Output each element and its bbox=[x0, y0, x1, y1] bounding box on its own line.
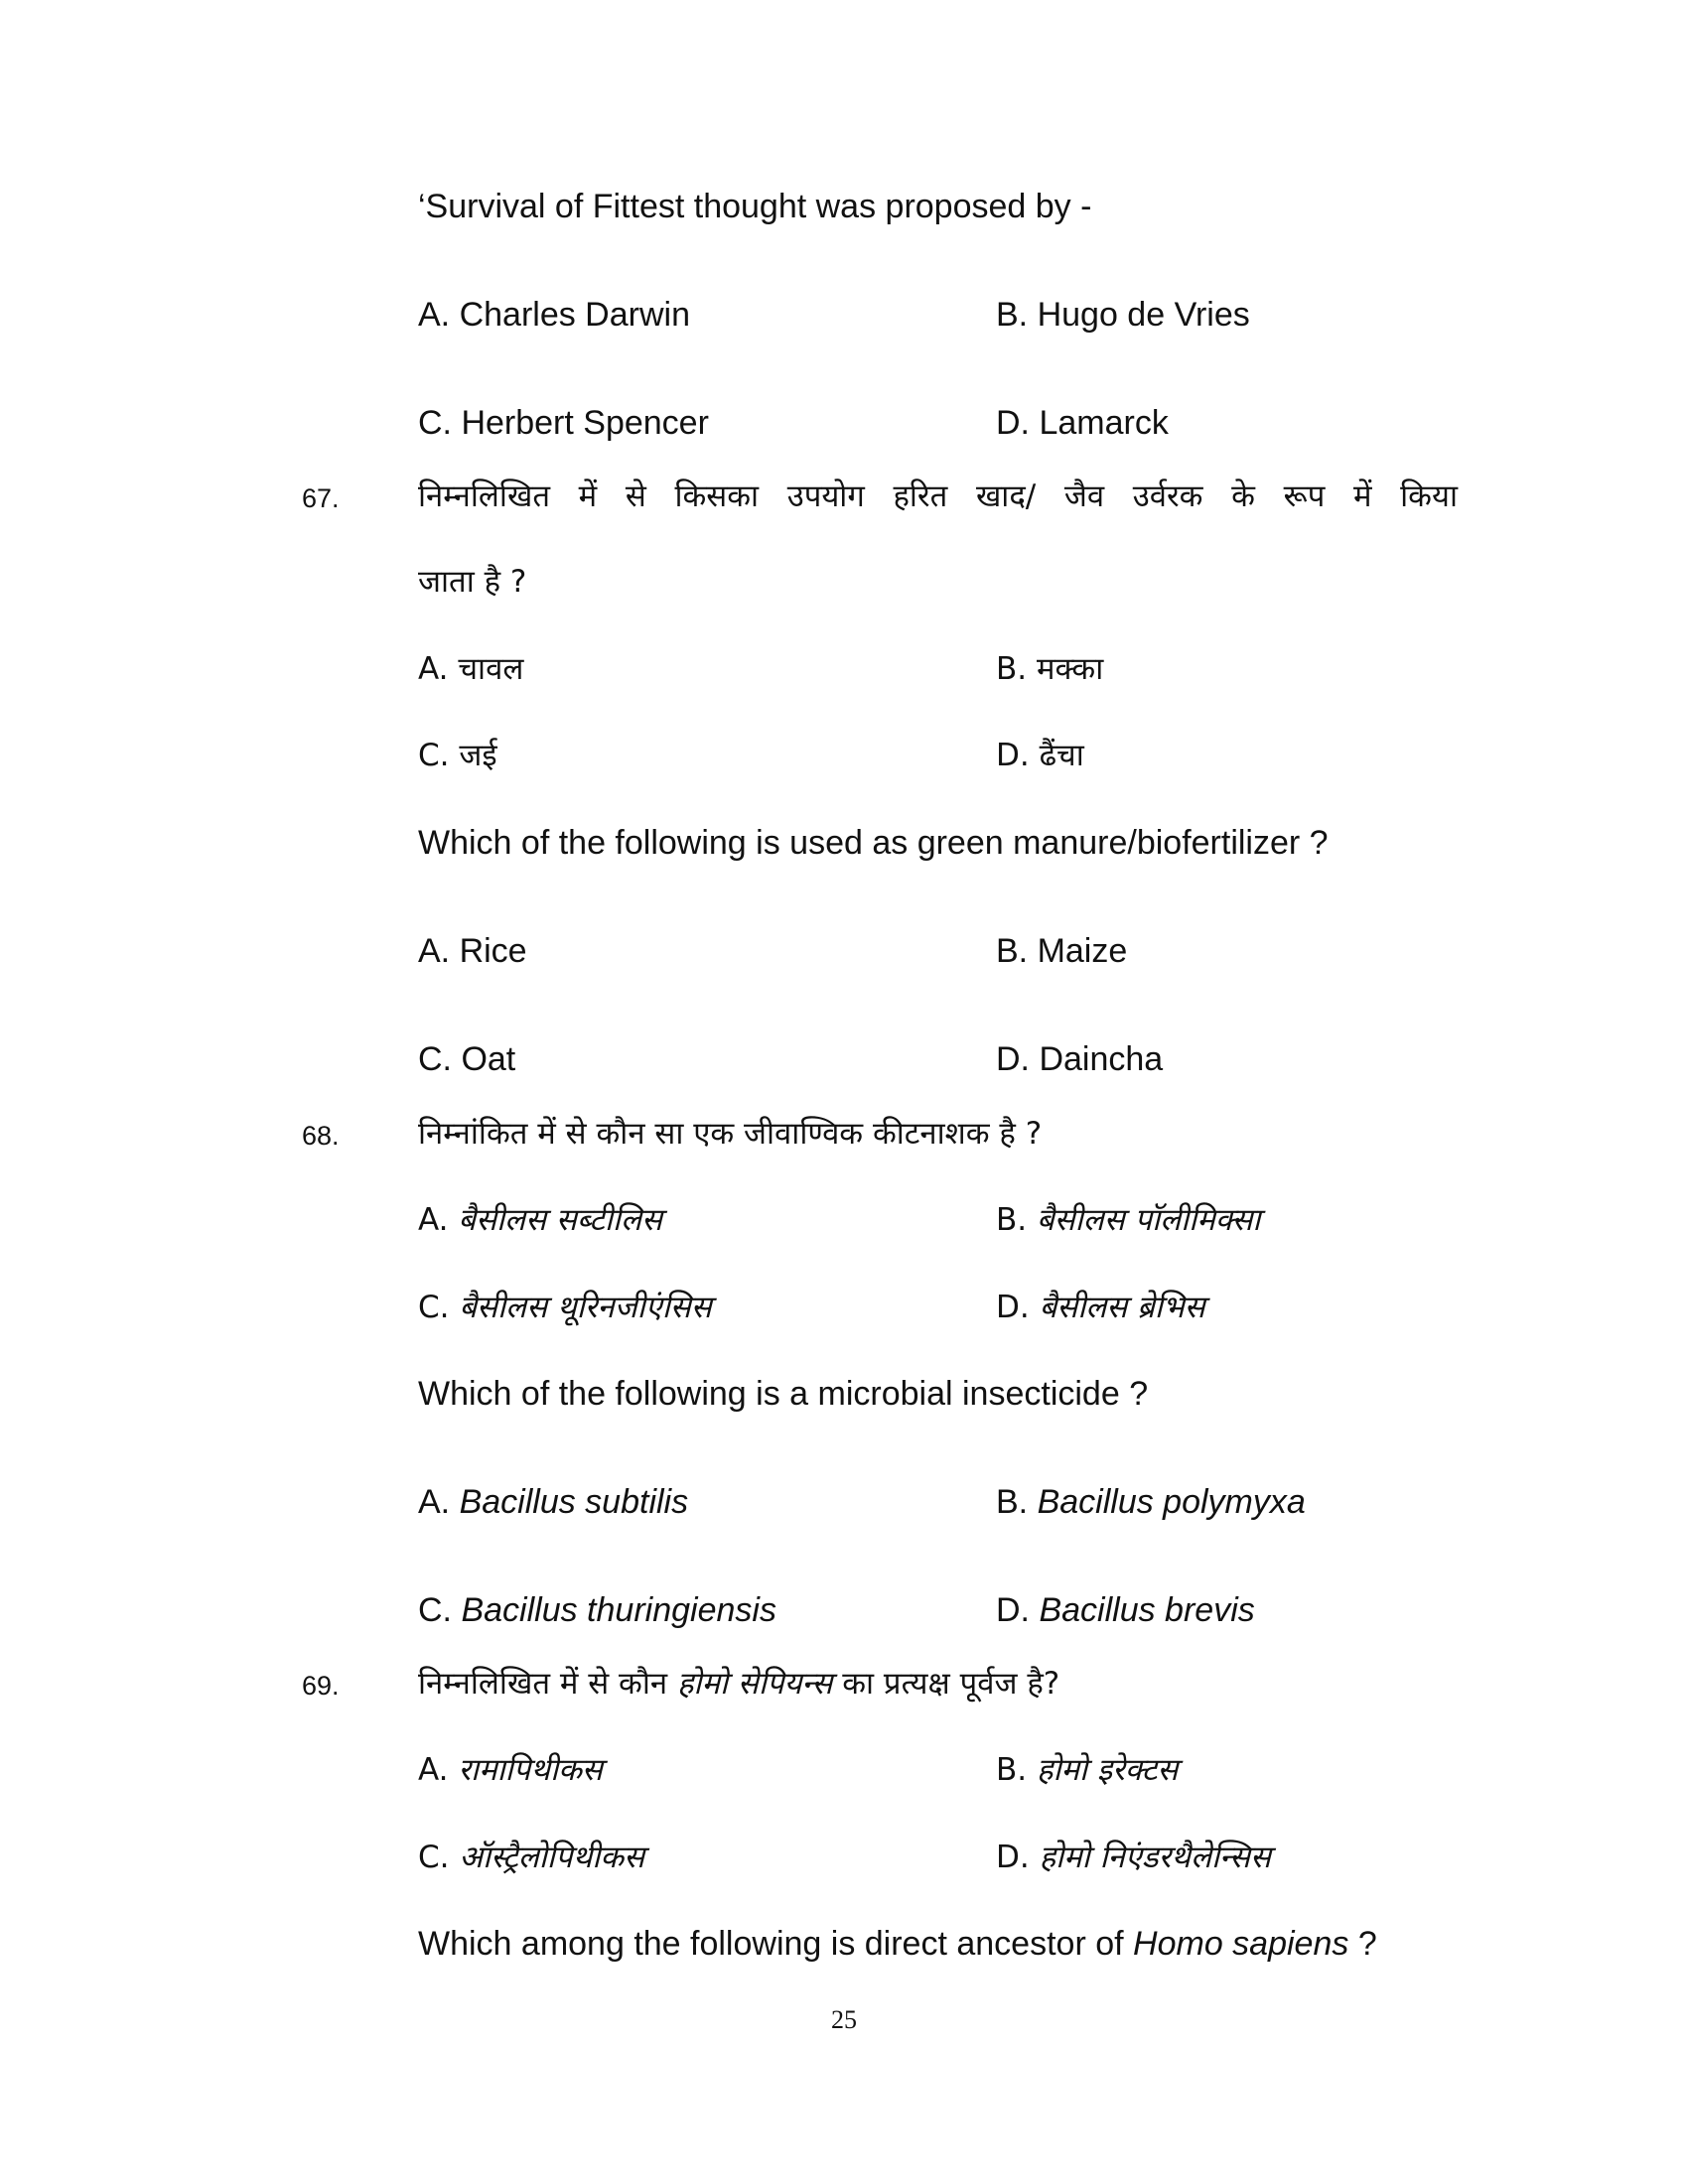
q69-question-hi bbox=[418, 1664, 1059, 1704]
q68-option-b bbox=[996, 1482, 1306, 1522]
q69-question-hi-part2: का प्रत्यक्ष पूर्वज है? bbox=[842, 1666, 1060, 1702]
option-text: होमो इरेक्टस bbox=[1036, 1752, 1179, 1788]
q69-option-hi-b bbox=[996, 1750, 1178, 1790]
option-text: Bacillus subtilis bbox=[459, 1483, 689, 1521]
q69-number: 69. bbox=[302, 1671, 340, 1701]
q67-option-b: B. Maize bbox=[996, 932, 1128, 970]
option-text: बैसीलस सब्टीलिस bbox=[458, 1202, 662, 1238]
q68-option-d bbox=[996, 1590, 1255, 1630]
q67-option-c: C. Oat bbox=[418, 1040, 516, 1078]
q68-option-c bbox=[418, 1590, 776, 1630]
q68-option-a bbox=[418, 1482, 688, 1522]
page-number: 25 bbox=[831, 2005, 857, 2034]
option-label: A. bbox=[418, 1752, 449, 1788]
option-label: D. bbox=[996, 1290, 1030, 1325]
option-text: रामापिथीकस bbox=[458, 1752, 603, 1788]
option-label: B. bbox=[996, 1483, 1029, 1521]
q67-option-hi-c: C. जई bbox=[418, 738, 497, 773]
q68-option-hi-a bbox=[418, 1200, 662, 1240]
q69-option-hi-a bbox=[418, 1750, 603, 1790]
q67-question-en: Which of the following is used as green manure/biofertilizer ? bbox=[418, 824, 1329, 862]
q69-question-hi-part1: निम्नलिखित में से कौन bbox=[418, 1666, 668, 1702]
q69-option-hi-d bbox=[996, 1838, 1271, 1877]
q69-option-hi-c bbox=[418, 1838, 644, 1877]
q66-question: ‘Survival of Fittest thought was proposed by - bbox=[418, 188, 1092, 225]
q67-question-hi-line1: निम्नलिखित में से किसका उपयोग हरित खाद/ जैव उर्वरक के रूप में किया bbox=[418, 478, 1458, 514]
option-text: बैसीलस पॉलीमिक्सा bbox=[1036, 1202, 1261, 1238]
q67-option-hi-a: A. चावल bbox=[418, 651, 524, 687]
q68-option-hi-b bbox=[996, 1200, 1260, 1240]
option-label: C. bbox=[418, 1591, 452, 1629]
q68-number: 68. bbox=[302, 1121, 340, 1151]
option-text: बैसीलस ब्रेभिस bbox=[1039, 1290, 1205, 1325]
q67-option-hi-b: B. मक्का bbox=[996, 651, 1104, 687]
q66-option-c: C. Herbert Spencer bbox=[418, 404, 709, 442]
option-text: Bacillus brevis bbox=[1039, 1591, 1255, 1629]
q67-option-hi-d: D. ढैंचा bbox=[996, 738, 1084, 773]
option-label: D. bbox=[996, 1840, 1030, 1875]
option-label: C. bbox=[418, 1290, 450, 1325]
option-text: बैसीलस थूरिनजीएंसिस bbox=[459, 1290, 712, 1325]
q69-question-en-part2: ? bbox=[1357, 1925, 1377, 1963]
q69-question-hi-italic: होमो सेपियन्स bbox=[676, 1666, 833, 1702]
q68-question-hi: निम्नांकित में से कौन सा एक जीवाण्विक कीटनाशक है ? bbox=[418, 1116, 1043, 1152]
option-text: Bacillus polymyxa bbox=[1037, 1483, 1306, 1521]
q69-question-en-part1: Which among the following is direct ancestor of bbox=[418, 1925, 1124, 1963]
q66-option-d: D. Lamarck bbox=[996, 404, 1169, 442]
option-label: A. bbox=[418, 1483, 451, 1521]
q68-option-hi-d bbox=[996, 1288, 1205, 1327]
q69-question-en-italic: Homo sapiens bbox=[1133, 1925, 1349, 1963]
q69-question-en bbox=[418, 1924, 1377, 1964]
q67-option-d: D. Daincha bbox=[996, 1040, 1164, 1078]
option-text: Bacillus thuringiensis bbox=[461, 1591, 776, 1629]
q66-option-b: B. Hugo de Vries bbox=[996, 296, 1250, 334]
option-label: B. bbox=[996, 1752, 1028, 1788]
option-label: D. bbox=[996, 1591, 1030, 1629]
option-label: B. bbox=[996, 1202, 1028, 1238]
q66-option-a: A. Charles Darwin bbox=[418, 296, 690, 334]
option-text: होमो निएंडरथैलेन्सिस bbox=[1039, 1840, 1271, 1875]
option-label: C. bbox=[418, 1840, 450, 1875]
q67-question-hi-line2: जाता है ? bbox=[418, 564, 527, 600]
q68-question-en: Which of the following is a microbial insecticide ? bbox=[418, 1375, 1149, 1413]
option-text: ऑस्ट्रैलोपिथीकस bbox=[459, 1840, 645, 1875]
q68-option-hi-c bbox=[418, 1288, 712, 1327]
q67-number: 67. bbox=[302, 483, 340, 513]
option-label: A. bbox=[418, 1202, 449, 1238]
q67-option-a: A. Rice bbox=[418, 932, 527, 970]
